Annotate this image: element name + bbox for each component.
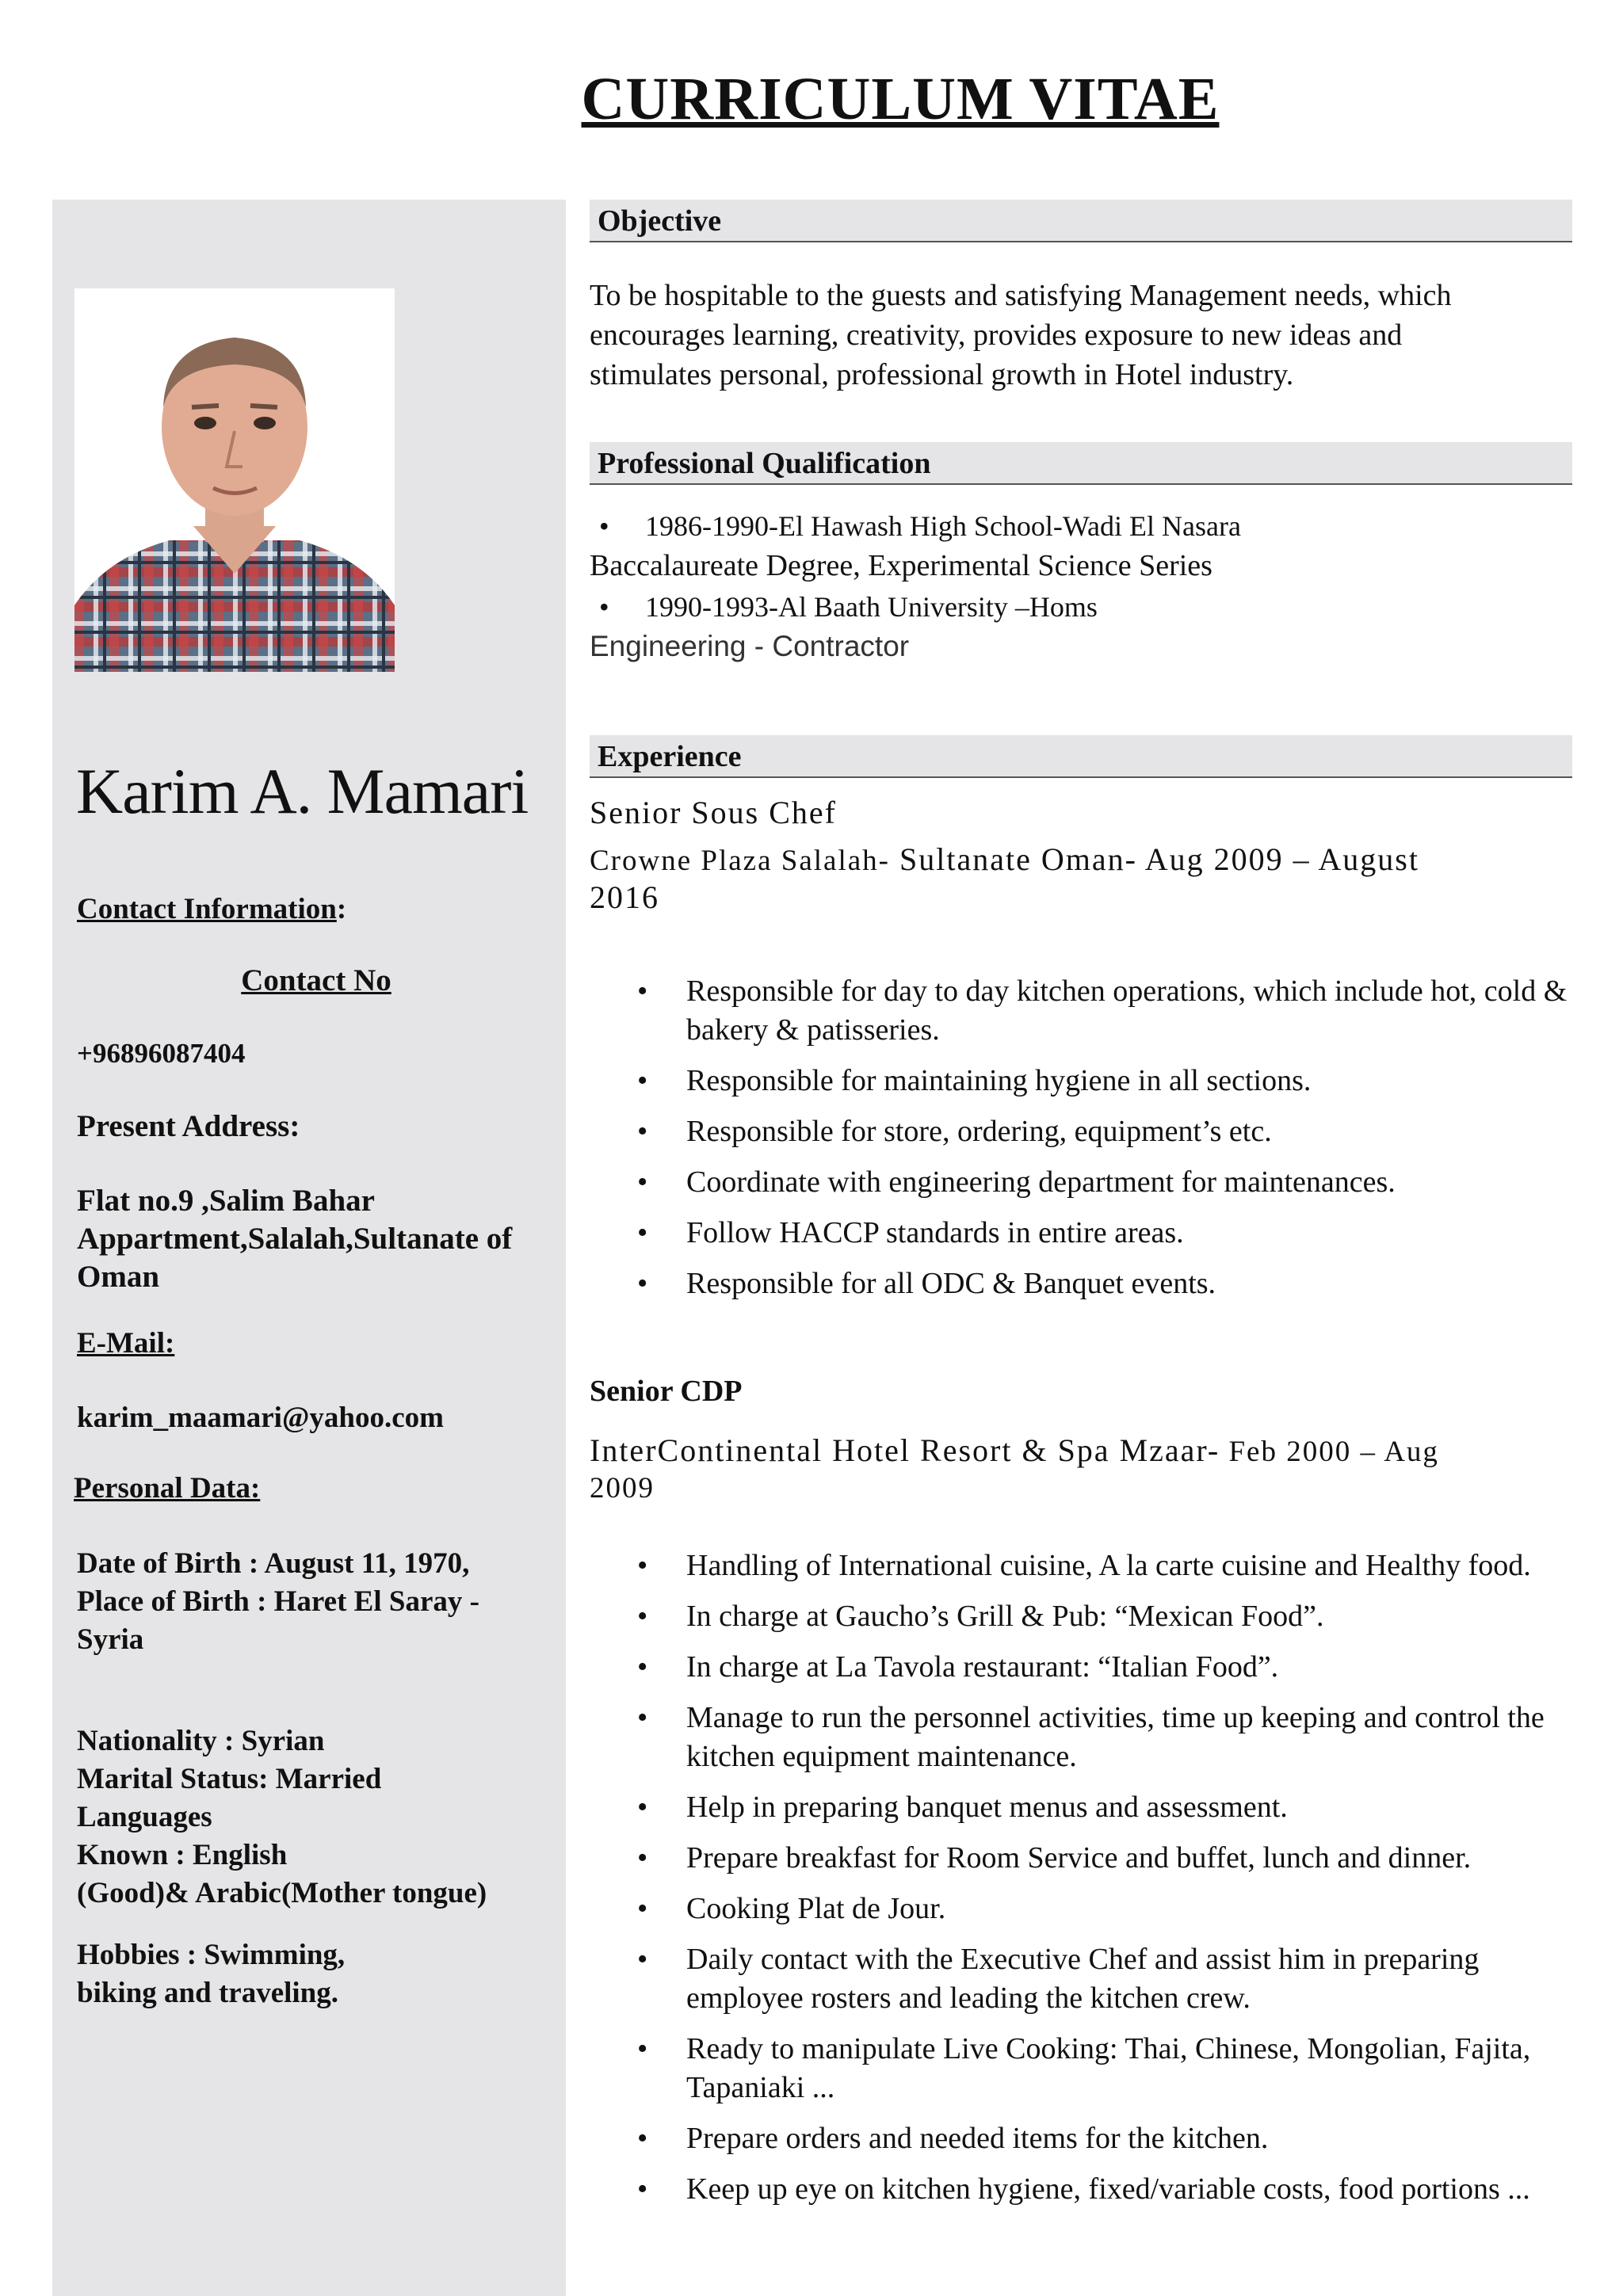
contact-info-heading: Contact Information: bbox=[77, 893, 347, 925]
list-item: • Responsible for store, ordering, equipment’s etc. bbox=[686, 1112, 1574, 1151]
address-heading: Present Address: bbox=[77, 1109, 300, 1143]
list-item: • In charge at La Tavola restaurant: “Italian Food”. bbox=[686, 1648, 1574, 1687]
document-title: CURRICULUM VITAE bbox=[581, 66, 1220, 132]
objective-text: To be hospitable to the guests and satisfying Management needs, which encourages learning, creativity, provides exposure to new ideas and stimulates personal, professional growth in Hotel industry. bbox=[590, 279, 1452, 391]
qualification-heading: Professional Qualification bbox=[590, 442, 1572, 485]
list-item: • In charge at Gaucho’s Grill & Pub: “Mexican Food”. bbox=[686, 1597, 1574, 1636]
contact-no-heading: Contact No bbox=[241, 963, 391, 997]
list-item: • Handling of International cuisine, A la carte cuisine and Healthy food. bbox=[686, 1547, 1574, 1585]
list-item: • Daily contact with the Executive Chef and assist him in preparing employee rosters and leading the kitchen crew. bbox=[686, 1940, 1574, 2018]
birth-info: Date of Birth : August 11, 1970, Place of Birth : Haret El Saray - Syria bbox=[77, 1547, 479, 1656]
job-1-duties bbox=[686, 972, 1574, 1315]
list-item: • Prepare breakfast for Room Service and buffet, lunch and dinner. bbox=[686, 1839, 1574, 1878]
phone-number: +96896087404 bbox=[77, 1038, 246, 1069]
candidate-name: Karim A. Mamari bbox=[76, 755, 529, 827]
list-item: • Cooking Plat de Jour. bbox=[686, 1890, 1574, 1928]
job-2-duties bbox=[686, 1547, 1574, 2221]
email-heading: E-Mail: bbox=[77, 1327, 175, 1360]
list-item: • Ready to manipulate Live Cooking: Thai, Chinese, Mongolian, Fajita, Tapaniaki ... bbox=[686, 2030, 1574, 2107]
list-item: • Prepare orders and needed items for the kitchen. bbox=[686, 2119, 1574, 2158]
job-1-employer: Crowne Plaza Salalah- Sultanate Oman- Aug 2009 – August 2016 bbox=[590, 841, 1419, 915]
list-item: • Follow HACCP standards in entire areas. bbox=[686, 1214, 1574, 1253]
job-2-title: Senior CDP bbox=[590, 1375, 743, 1408]
qualification-item-1-detail: Baccalaureate Degree, Experimental Science Series bbox=[590, 549, 1212, 582]
objective-heading: Objective bbox=[590, 200, 1572, 242]
qualification-item-2: • 1990-1993-Al Baath University –Homs bbox=[645, 588, 1098, 626]
job-1-title: Senior Sous Chef bbox=[590, 795, 837, 830]
list-item: • Responsible for maintaining hygiene in all sections. bbox=[686, 1062, 1574, 1100]
qualification-item-1: • 1986-1990-El Hawash High School-Wadi El Nasara bbox=[645, 507, 1241, 545]
personal-data-heading: Personal Data: bbox=[74, 1472, 261, 1505]
hobbies: Hobbies : Swimming, biking and traveling. bbox=[77, 1939, 346, 2009]
job-2-employer: InterContinental Hotel Resort & Spa Mzaar- Feb 2000 – Aug 2009 bbox=[590, 1432, 1439, 1505]
portrait-image bbox=[74, 288, 395, 672]
address-text: Flat no.9 ,Salim Bahar Appartment,Salalah,Sultanate of Oman bbox=[77, 1184, 513, 1294]
list-item: • Keep up eye on kitchen hygiene, fixed/variable costs, food portions ... bbox=[686, 2170, 1574, 2209]
list-item: • Help in preparing banquet menus and assessment. bbox=[686, 1788, 1574, 1827]
experience-heading: Experience bbox=[590, 735, 1572, 778]
personal-details: Nationality : Syrian Marital Status: Married Languages Known : English (Good)& Arabic(Mother tongue) bbox=[77, 1725, 487, 1909]
qualification-item-2-detail: Engineering - Contractor bbox=[590, 630, 910, 662]
sidebar bbox=[52, 200, 566, 2296]
list-item: • Manage to run the personnel activities, time up keeping and control the kitchen equipment maintenance. bbox=[686, 1699, 1574, 1776]
profile-photo bbox=[74, 288, 395, 672]
email-address: karim_maamari@yahoo.com bbox=[77, 1402, 444, 1434]
list-item: • Responsible for day to day kitchen operations, which include hot, cold & bakery & patisseries. bbox=[686, 972, 1574, 1050]
list-item: • Coordinate with engineering department for maintenances. bbox=[686, 1163, 1574, 1202]
list-item: • Responsible for all ODC & Banquet events. bbox=[686, 1264, 1574, 1303]
